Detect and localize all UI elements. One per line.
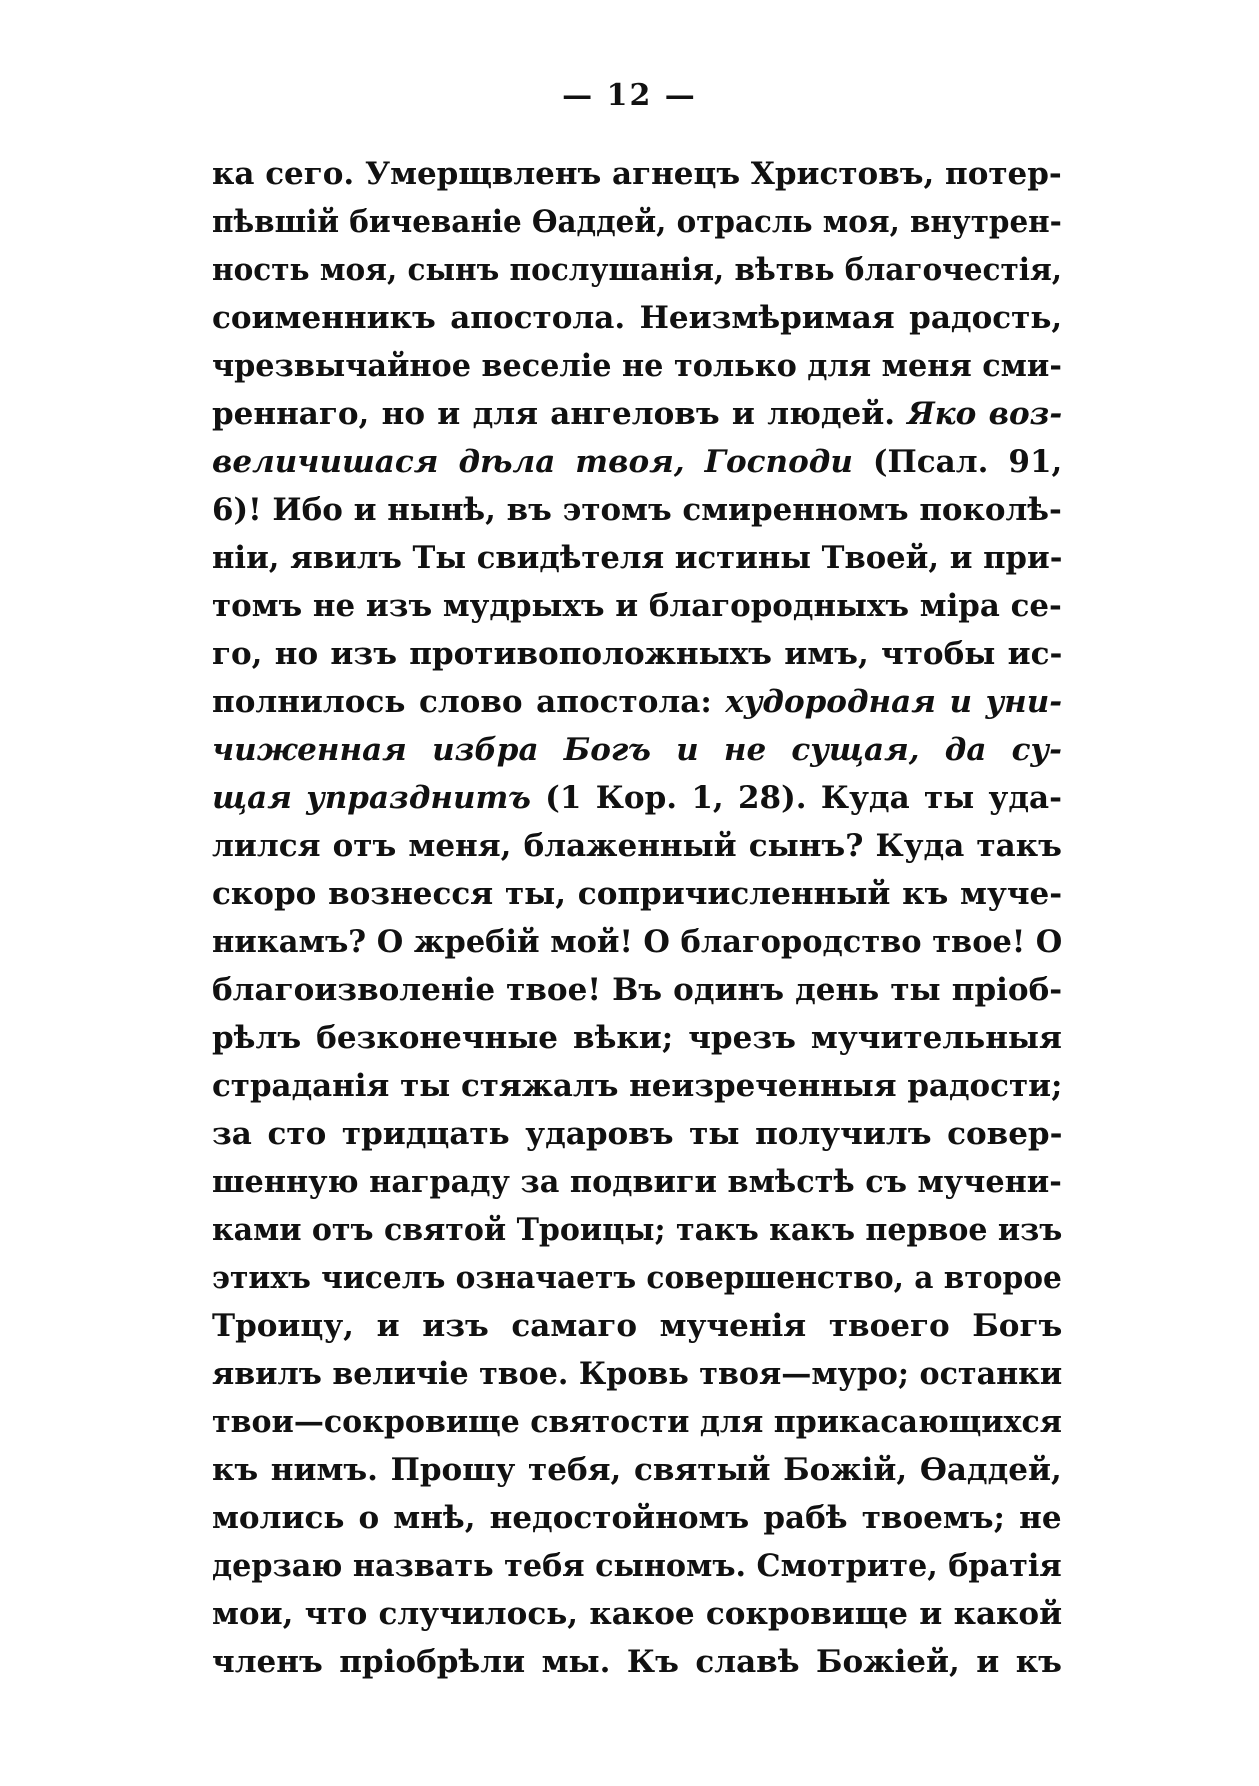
text-line: этихъ чиселъ означаетъ совершенство, а второе [212,1260,1062,1296]
text-line: чиженная избра Богъ и не сущая, да су- [212,732,1062,768]
text-line: рѣлъ безконечные вѣки; чрезъ мучительныя [212,1020,1062,1056]
text-line: го, но изъ противоположныхъ имъ, чтобы ис- [212,636,1062,672]
text-line: чрезвычайное веселіе не только для меня сми- [212,348,1062,384]
text-line: Троицу, и изъ самаго мученія твоего Богъ [212,1308,1062,1344]
text-line: полнилось слово апостола: худородная и уни- [212,684,1062,720]
text-line: величишася дѣла твоя, Господи (Псал. 91, [212,444,1062,480]
text-line: молись о мнѣ, недостойномъ рабѣ твоемъ; не [212,1500,1062,1536]
text-line: страданія ты стяжалъ неизреченныя радости; [212,1068,1062,1104]
text-line: ками отъ святой Троицы; такъ какъ первое изъ [212,1212,1062,1248]
text-line: пѣвшій бичеваніе Ѳаддей, отрасль моя, внутрен- [212,204,1062,240]
text-line: мои, что случилось, какое сокровище и какой [212,1596,1062,1632]
text-line: щая упразднитъ (1 Кор. 1, 28). Куда ты уда- [212,780,1062,816]
text-line: 6)! Ибо и нынѣ, въ этомъ смиренномъ поколѣ- [212,492,1062,528]
text-line: никамъ? О жребій мой! О благородство твое! О [212,924,1062,960]
text-line: томъ не изъ мудрыхъ и благородныхъ міра се- [212,588,1062,624]
text-line: ка сего. Умерщвленъ агнецъ Христовъ, потер- [212,156,1062,192]
text-line: дерзаю назвать тебя сыномъ. Смотрите, братія [212,1548,1062,1584]
text-line: лился отъ меня, блаженный сынъ? Куда такъ [212,828,1062,864]
text-line: къ нимъ. Прошу тебя, святый Божій, Ѳаддей, [212,1452,1062,1488]
text-line: за сто тридцать ударовъ ты получилъ совер- [212,1116,1062,1152]
text-line: твои—сокровище святости для прикасающихся [212,1404,1062,1440]
text-line: соименникъ апостола. Неизмѣримая радость, [212,300,1062,336]
text-line: явилъ величіе твое. Кровь твоя—муро; останки [212,1356,1062,1392]
page-number: — 12 — [562,78,697,113]
text-line: реннаго, но и для ангеловъ и людей. Яко воз- [212,396,1062,432]
text-line: шенную награду за подвиги вмѣстѣ съ мучени- [212,1164,1062,1200]
text-line: скоро вознесся ты, сопричисленный къ муче- [212,876,1062,912]
body-text [212,150,1062,1686]
text-line: членъ пріобрѣли мы. Къ славѣ Божіей, и къ [212,1644,1062,1680]
text-line: ніи, явилъ Ты свидѣтеля истины Твоей, и при- [212,540,1062,576]
text-line: ность моя, сынъ послушанія, вѣтвь благочестія, [212,252,1062,288]
text-line: благоизволеніе твое! Въ одинъ день ты пріоб- [212,972,1062,1008]
